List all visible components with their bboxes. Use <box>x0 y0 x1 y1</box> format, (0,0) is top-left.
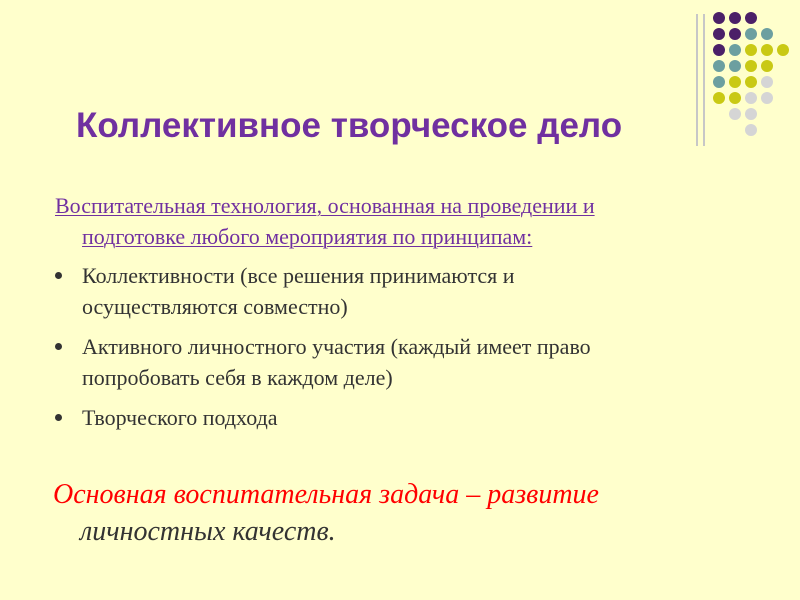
intro-line-1: Воспитательная технология, основанная на проведении и <box>55 193 595 218</box>
intro-text <box>55 190 755 252</box>
decorative-dot <box>713 28 725 40</box>
conclusion-line-1: Основная воспитательная задача – развитие <box>53 479 599 510</box>
decorative-dot <box>745 12 757 24</box>
decorative-dot <box>745 28 757 40</box>
decorative-dot <box>729 60 741 72</box>
bullet-icon <box>55 343 62 350</box>
decorative-dot <box>713 76 725 88</box>
decorative-dot <box>745 76 757 88</box>
list-item-line-1: Активного личностного участия (каждый имеет право <box>82 334 591 359</box>
list-item <box>55 331 755 393</box>
bullet-icon <box>55 414 62 421</box>
list-item-line-2: попробовать себя в каждом деле) <box>82 365 393 390</box>
decorative-dot <box>777 44 789 56</box>
decorative-dot <box>761 60 773 72</box>
list-item-line-1: Коллективности (все решения принимаются и <box>82 263 515 288</box>
list-item <box>55 260 755 322</box>
decorative-dot <box>729 76 741 88</box>
bullet-icon <box>55 272 62 279</box>
principles-list <box>55 260 755 442</box>
slide-title: Коллективное творческое дело <box>76 106 623 145</box>
decorative-dot <box>745 44 757 56</box>
decorative-dot <box>745 60 757 72</box>
list-item-line-2: осуществляются совместно) <box>82 294 348 319</box>
decorative-dot <box>729 44 741 56</box>
list-item-line-1: Творческого подхода <box>82 405 278 430</box>
decorative-dot <box>713 60 725 72</box>
decorative-dot <box>729 12 741 24</box>
conclusion-text <box>53 476 753 550</box>
decorative-dot <box>761 44 773 56</box>
decorative-dot <box>713 44 725 56</box>
list-item <box>55 402 755 433</box>
decorative-dot <box>761 76 773 88</box>
conclusion-line-2: личностных качеств. <box>80 516 336 547</box>
decorative-dot <box>729 28 741 40</box>
decorative-dot <box>713 12 725 24</box>
intro-line-2: подготовке любого мероприятия по принципам: <box>82 224 533 249</box>
decorative-dot <box>761 28 773 40</box>
